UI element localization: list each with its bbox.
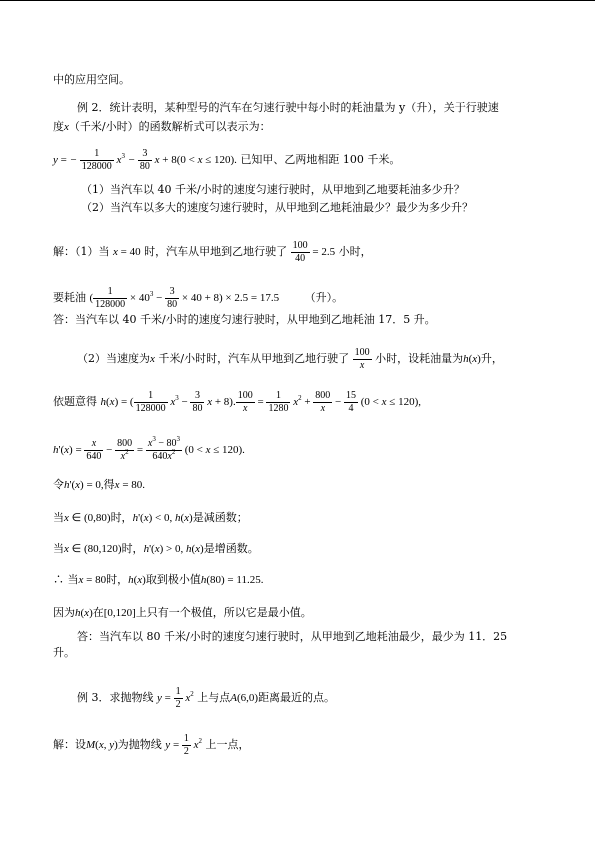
math-time-100-over-x: $\frac{100}{x}$ <box>354 347 370 371</box>
math-x-eq-40: x = 40 <box>113 246 141 259</box>
solution-2-line <box>77 347 503 372</box>
text: 令 <box>53 478 64 491</box>
text: 要耗油 <box>53 291 86 305</box>
minimum-value-line <box>53 573 263 587</box>
example-2-line-2 <box>53 120 271 134</box>
text: 千米/小时时，汽车从甲地到乙地行驶了 <box>158 352 350 366</box>
critical-point-line <box>53 478 145 492</box>
math-derivative-positive: h'(x) > 0, h(x) <box>143 543 204 555</box>
math-x-eq-80: x = 80. <box>114 479 146 491</box>
text: 依题意得 <box>53 395 97 409</box>
text: 上与点 <box>197 691 231 705</box>
text: ∴ 当 <box>53 573 79 586</box>
math-fuel-calc: ( $\frac{1}{128000}$ × $40^3$ − $\frac{3}{80}$ × 40 + 8) × 2.5 = 17.5 <box>89 286 280 310</box>
fuel-formula: y = − $\frac{1}{128000}$ $x^3$ − $\frac{3}{80}$ x + 8(0 < x ≤ 120). <box>53 148 237 172</box>
example-2-line-1: 例 2．统计表明，某种型号的汽车在匀速行驶中每小时的耗油量为 y（升），关于行驶速 <box>77 101 499 114</box>
text: 当 <box>53 511 64 524</box>
decreasing-interval-line <box>53 511 248 525</box>
text: 是增函数。 <box>203 542 259 555</box>
text: 是减函数； <box>192 511 248 524</box>
text: 上一点， <box>205 738 250 752</box>
increasing-interval-line <box>53 542 259 556</box>
math-derivative-zero: h'(x) = 0, <box>64 479 104 491</box>
text: 在 <box>92 606 104 619</box>
question-2: （2）当汽车以多大的速度匀速行驶时，从甲地到乙地耗油最少？最少为多少升？ <box>81 201 473 214</box>
answer-1: 答：当汽车以 40 千米/小时的速度匀速行驶时，从甲地到乙地耗油 17．5 升。 <box>53 313 436 326</box>
question-1: （1）当汽车以 40 千米/小时的速度匀速行驶时，从甲地到乙地要耗油多少升？ <box>81 183 465 196</box>
text: 因为 <box>53 606 75 619</box>
math-point-a: A(6,0) <box>230 692 259 705</box>
math-parabola: y = $\frac{1}{2}$ $x^2$ <box>157 686 194 710</box>
math-travel-time: $\frac{100}{40}$ = 2.5 <box>292 240 336 264</box>
math-x-eq-80: x = 80 <box>78 574 107 586</box>
example-3-line <box>77 686 335 711</box>
text: 时， <box>110 511 133 524</box>
text: 解：（1）当 <box>53 245 110 259</box>
text: 得 <box>103 478 115 491</box>
math-h-derivative: h'(x) = $\frac{x}{640}$ − $\frac{800}{x^2}$ = $\frac{x^3 - 80^3}{640x^2}$ (0 < x ≤ 120). <box>53 435 245 462</box>
derivative-line <box>53 435 245 463</box>
math-h-of-x: h(x) <box>75 607 93 619</box>
math-interval-0-120: [0,120] <box>103 607 136 619</box>
math-parabola: y = $\frac{1}{2}$ $x^2$ <box>165 733 203 757</box>
intro-paragraph: 中的应用空间。 <box>53 73 130 86</box>
answer-2-line-1: 答：当汽车以 80 千米/小时的速度匀速行驶时，从甲地到乙地耗油最少，最少为 11．25 <box>77 630 508 643</box>
text: 上只有一个极值，所以它是最小值。 <box>135 606 312 619</box>
text: 升， <box>480 352 503 366</box>
math-interval-80-120: x ∈ (80,120) <box>64 543 122 555</box>
fuel-formula-line <box>53 148 400 173</box>
text: 度 <box>53 120 64 133</box>
math-h-80-value: h(80) = 11.25. <box>200 574 264 586</box>
text: 时，汽车从甲地到乙地行驶了 <box>144 245 288 259</box>
math-h-of-x: h(x) <box>463 353 481 366</box>
text: 取到极小值 <box>145 573 201 586</box>
page-top-border <box>0 0 595 1</box>
distance-text: 已知甲、乙两地相距 100 千米。 <box>240 153 401 167</box>
math-h-of-x: h(x) <box>128 574 146 586</box>
fuel-calculation-line <box>53 286 343 311</box>
solution-1-line <box>53 240 372 265</box>
math-derivative-negative: h'(x) < 0, h(x) <box>132 512 193 524</box>
h-function-line <box>53 390 421 415</box>
extremum-conclusion-line <box>53 606 312 620</box>
text: （千米/小时）的函数解析式可以表示为： <box>68 120 271 133</box>
example-3-solution-line <box>53 733 250 758</box>
answer-2-line-2: 升。 <box>53 646 75 659</box>
text: 例 3．求抛物线 <box>77 691 154 705</box>
math-interval-0-80: x ∈ (0,80) <box>64 512 111 524</box>
text: 为抛物线 <box>117 738 162 752</box>
math-point-m: M(x, y) <box>86 739 118 752</box>
math-x: x <box>150 353 155 366</box>
text: 距离最近的点。 <box>258 691 336 705</box>
text: 时， <box>106 573 129 586</box>
text: （升）。 <box>304 291 344 305</box>
text: 解：设 <box>53 738 86 752</box>
text: 小时， <box>338 245 372 259</box>
math-h-definition: h(x) = ( $\frac{1}{128000}$ $x^3$ − $\frac{3}{80}$ x + 8). $\frac{100}{x}$ = $\frac{1}{1280}$ $x^2$ + $\frac{800}{x}$ − $\frac{15}{4}$ (0 < x ≤ 120), <box>100 390 421 414</box>
text: 时， <box>121 542 144 555</box>
text: 小时，设耗油量为 <box>375 352 464 366</box>
text: （2）当速度为 <box>77 352 150 366</box>
math-x: x <box>64 121 69 133</box>
text: 当 <box>53 542 64 555</box>
